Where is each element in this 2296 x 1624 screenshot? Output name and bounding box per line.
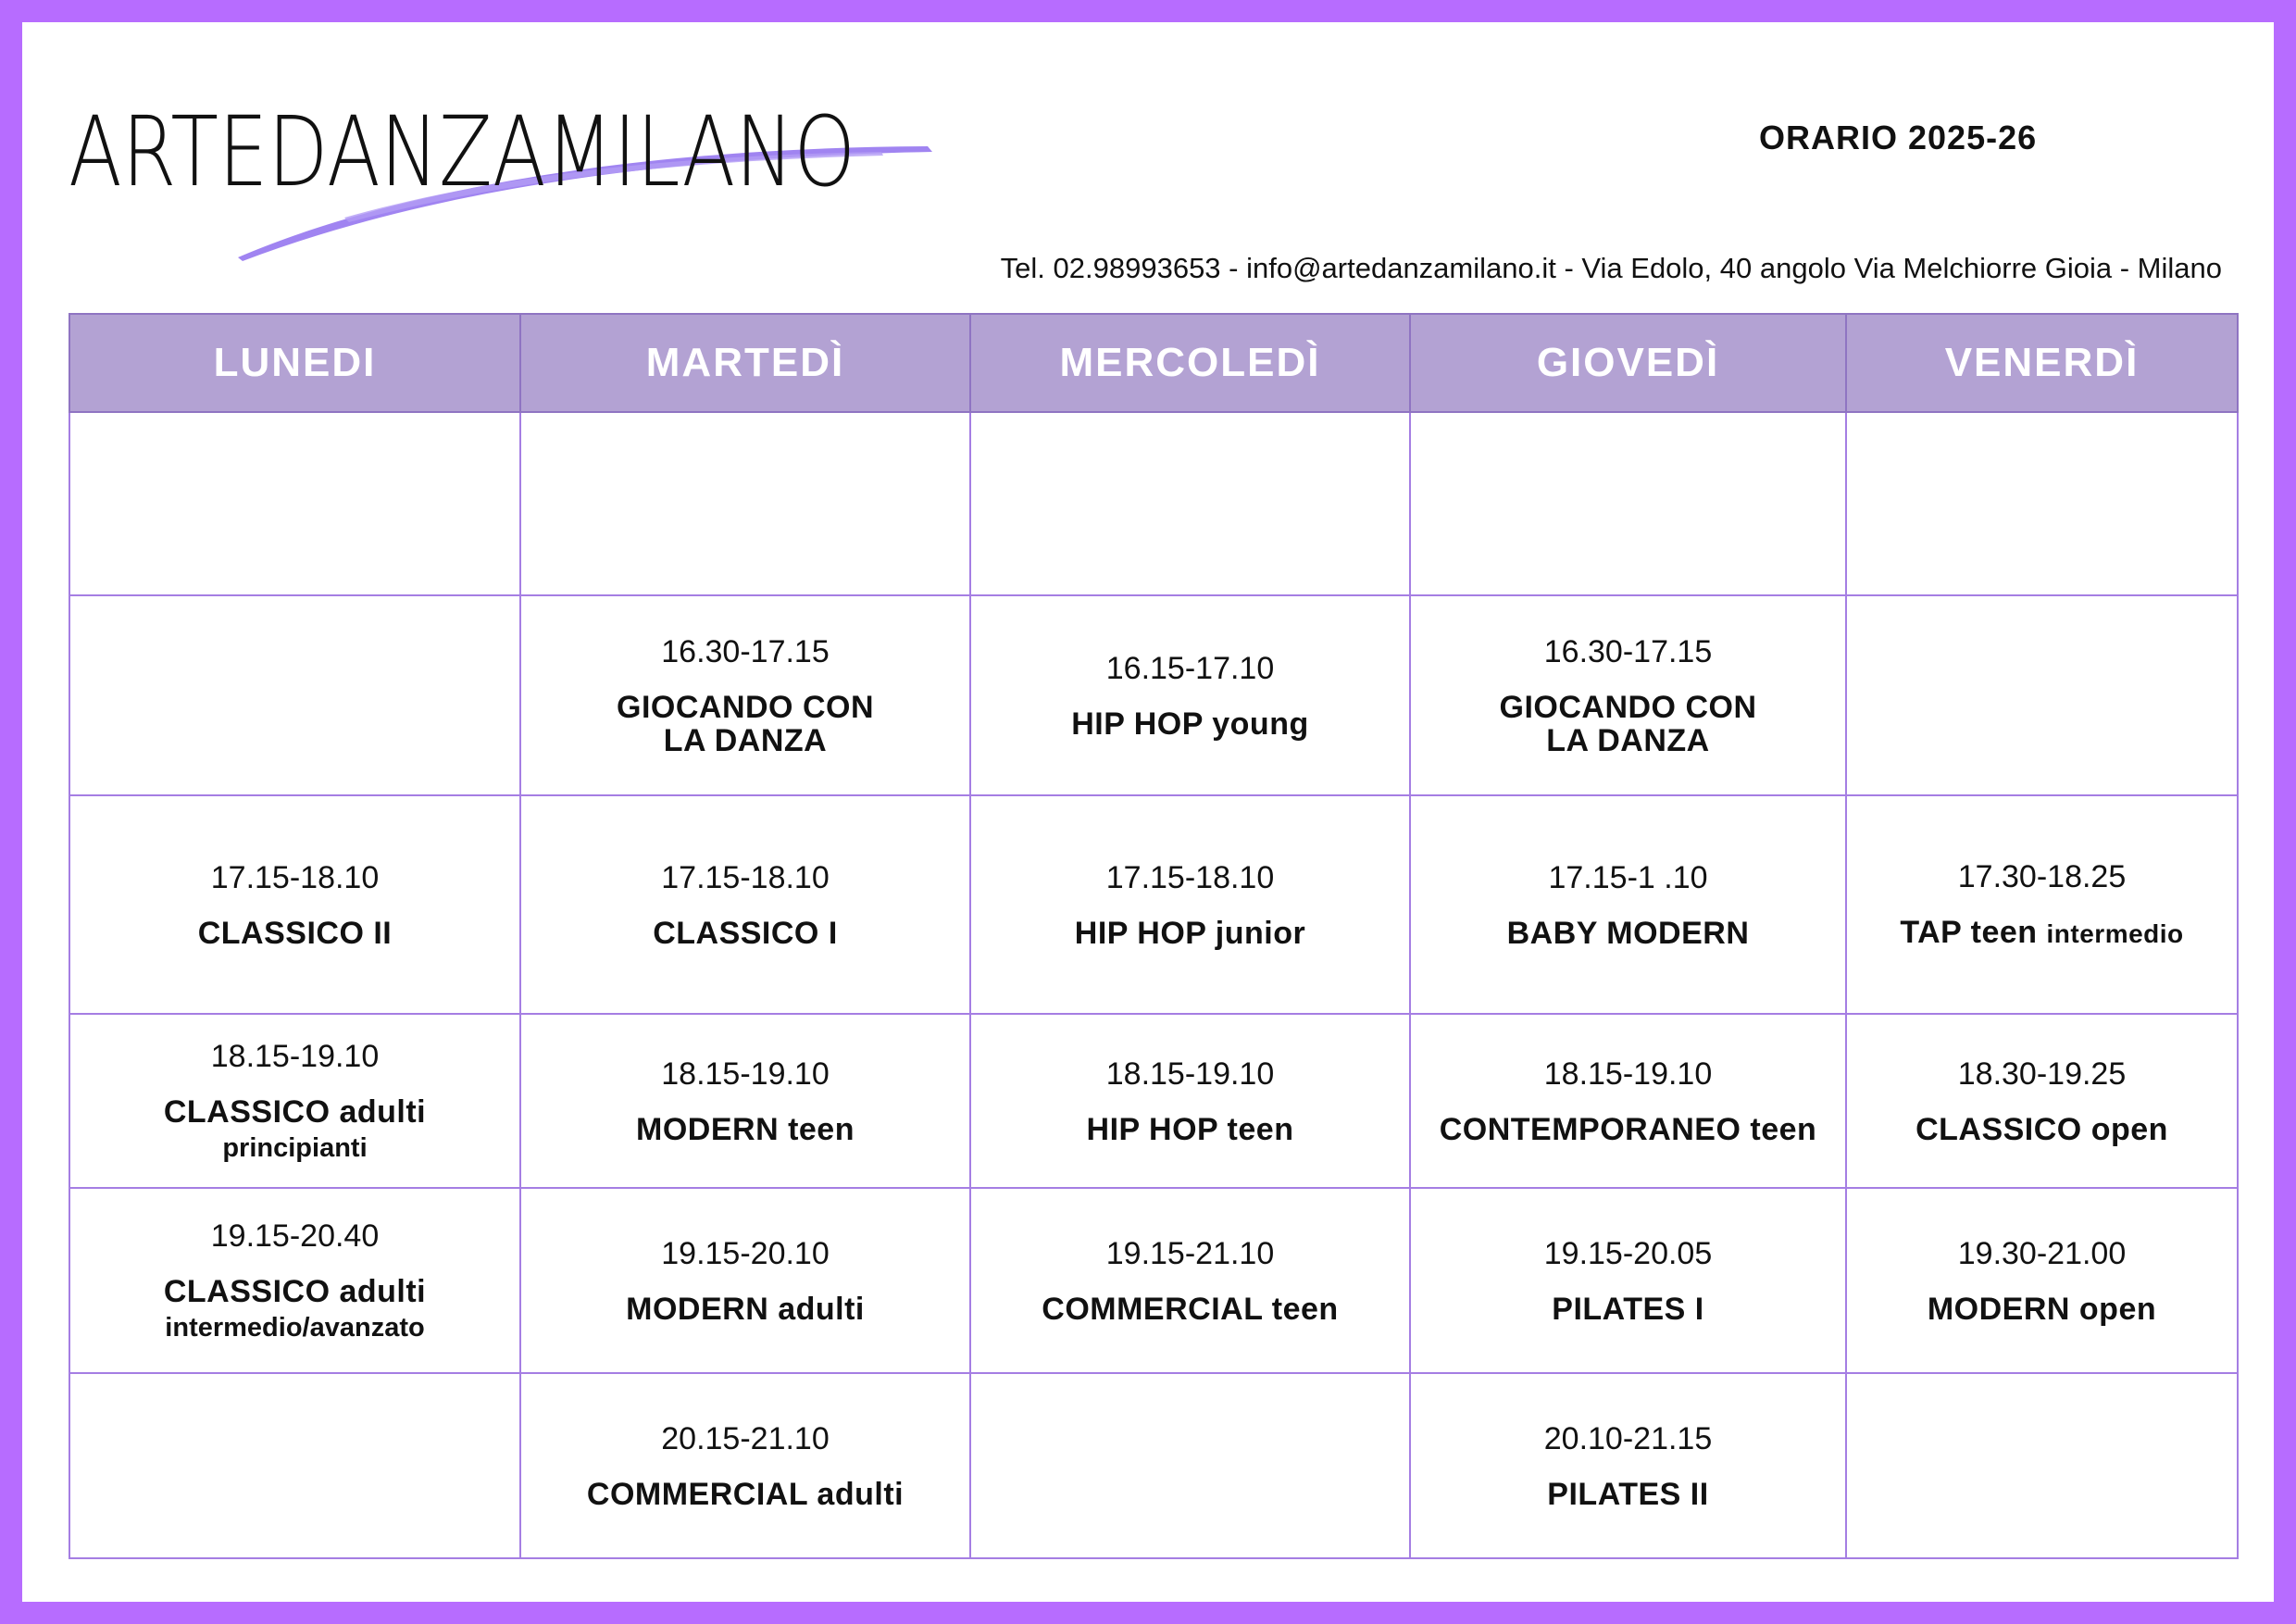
- day-header-friday: VENERDÌ: [1846, 314, 2238, 412]
- table-row: [69, 1014, 2238, 1188]
- class-cell-tuesday: [520, 795, 970, 1014]
- class-time: 20.15-21.10: [661, 1421, 830, 1456]
- class-time: 16.15-17.10: [1105, 651, 1275, 686]
- table-row: [69, 595, 2238, 795]
- class-name: GIOCANDO CON LA DANZA: [1499, 690, 1757, 758]
- class-time: 16.30-17.15: [661, 634, 830, 669]
- class-name: MODERN adulti: [626, 1292, 865, 1327]
- table-row: [69, 412, 2238, 595]
- day-header-tuesday: MARTEDÌ: [520, 314, 970, 412]
- logo-text: ARTEDANZAMILANO: [69, 95, 855, 208]
- day-header-thursday: GIOVEDÌ: [1410, 314, 1846, 412]
- class-name: COMMERCIAL adulti: [586, 1477, 905, 1512]
- class-cell-monday: [69, 595, 520, 795]
- class-level: principianti: [222, 1133, 368, 1163]
- class-cell-friday: [1846, 1014, 2238, 1188]
- class-time: 19.15-20.40: [210, 1218, 380, 1254]
- class-time: 17.15-1 .10: [1548, 860, 1708, 895]
- class-name: PILATES II: [1547, 1477, 1709, 1512]
- class-cell-monday: [69, 1014, 520, 1188]
- table-row: [69, 795, 2238, 1014]
- class-time: 17.15-18.10: [1105, 860, 1275, 895]
- class-time: 18.15-19.10: [210, 1039, 380, 1074]
- class-cell-friday: [1846, 412, 2238, 595]
- contact-info: Tel. 02.98993653 - info@artedanzamilano.it - Via Edolo, 40 angolo Via Melchiorre Gioia - Milano: [1000, 252, 2222, 284]
- class-cell-thursday: [1410, 1188, 1846, 1373]
- class-cell-monday: [69, 412, 520, 595]
- class-time: 19.15-20.05: [1543, 1236, 1713, 1271]
- class-time: 19.15-20.10: [661, 1236, 830, 1271]
- class-cell-monday: [69, 1373, 520, 1558]
- class-cell-wednesday: [970, 1188, 1410, 1373]
- class-cell-wednesday: [970, 595, 1410, 795]
- class-cell-wednesday: [970, 412, 1410, 595]
- class-cell-tuesday: [520, 595, 970, 795]
- class-cell-thursday: [1410, 1014, 1846, 1188]
- class-time: 17.30-18.25: [1957, 859, 2127, 894]
- class-cell-thursday: [1410, 412, 1846, 595]
- class-cell-tuesday: [520, 412, 970, 595]
- class-name: CLASSICO I: [653, 916, 838, 951]
- class-time: 17.15-18.10: [210, 860, 380, 895]
- day-header-monday: LUNEDI: [69, 314, 520, 412]
- class-time: 18.30-19.25: [1957, 1056, 2127, 1092]
- class-name: CLASSICO II: [197, 916, 393, 951]
- table-row: [69, 1373, 2238, 1558]
- class-cell-friday: [1846, 795, 2238, 1014]
- class-time: 18.15-19.10: [661, 1056, 830, 1092]
- class-cell-monday: [69, 795, 520, 1014]
- days-header-row: [69, 314, 2238, 412]
- class-time: 17.15-18.10: [661, 860, 830, 895]
- class-name: CLASSICO open: [1915, 1112, 2168, 1147]
- class-cell-wednesday: [970, 795, 1410, 1014]
- class-cell-thursday: [1410, 795, 1846, 1014]
- class-level: intermedio/avanzato: [165, 1313, 425, 1343]
- class-cell-monday: [69, 1188, 520, 1373]
- weekly-timetable: [69, 313, 2239, 1559]
- class-time: 18.15-19.10: [1105, 1056, 1275, 1092]
- class-time: 18.15-19.10: [1543, 1056, 1713, 1092]
- class-name: CONTEMPORANEO teen: [1439, 1112, 1817, 1147]
- class-cell-thursday: [1410, 1373, 1846, 1558]
- table-row: [69, 1188, 2238, 1373]
- class-name: MODERN open: [1927, 1292, 2157, 1327]
- class-name: CLASSICO adulti: [163, 1094, 427, 1130]
- class-name: COMMERCIAL teen: [1042, 1292, 1339, 1327]
- class-name: HIP HOP young: [1071, 706, 1309, 742]
- class-time: 20.10-21.15: [1543, 1421, 1713, 1456]
- class-cell-wednesday: [970, 1014, 1410, 1188]
- class-name: TAP teen intermedio: [1900, 915, 2184, 950]
- class-name: CLASSICO adulti: [163, 1274, 427, 1309]
- class-name: PILATES I: [1552, 1292, 1704, 1327]
- class-time: 16.30-17.15: [1543, 634, 1713, 669]
- class-name: HIP HOP junior: [1074, 916, 1306, 951]
- class-cell-friday: [1846, 1188, 2238, 1373]
- class-name: HIP HOP teen: [1086, 1112, 1294, 1147]
- class-cell-thursday: [1410, 595, 1846, 795]
- class-time: 19.15-21.10: [1105, 1236, 1275, 1271]
- studio-logo: [67, 56, 946, 269]
- class-cell-wednesday: [970, 1373, 1410, 1558]
- class-name: MODERN teen: [636, 1112, 855, 1147]
- class-name: BABY MODERN: [1506, 916, 1750, 951]
- class-name: GIOCANDO CON LA DANZA: [617, 690, 874, 758]
- class-time: 19.30-21.00: [1957, 1236, 2127, 1271]
- class-level-inline: intermedio: [2046, 919, 2184, 948]
- class-cell-tuesday: [520, 1373, 970, 1558]
- schedule-title: ORARIO 2025-26: [1759, 119, 2038, 156]
- class-cell-tuesday: [520, 1188, 970, 1373]
- class-cell-friday: [1846, 1373, 2238, 1558]
- day-header-wednesday: MERCOLEDÌ: [970, 314, 1410, 412]
- class-cell-tuesday: [520, 1014, 970, 1188]
- class-cell-friday: [1846, 595, 2238, 795]
